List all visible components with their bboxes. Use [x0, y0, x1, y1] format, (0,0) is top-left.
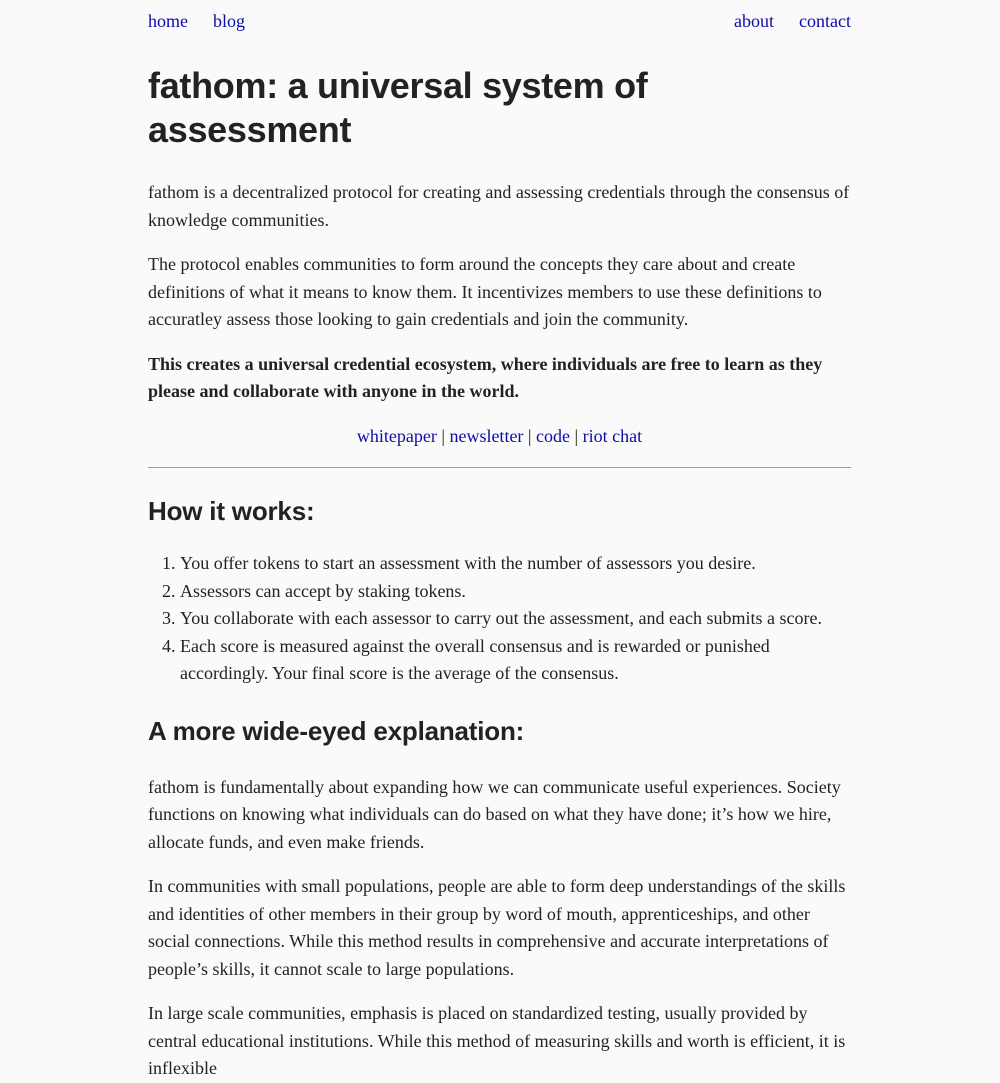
page-content — [148, 0, 851, 1083]
list-item: 3. You collaborate with each assessor to carry out the assessment, and each submits a score. — [180, 605, 851, 633]
nav-contact-link[interactable]: contact — [799, 11, 851, 31]
whitepaper-link[interactable]: whitepaper — [356, 425, 437, 446]
list-item: 1. You offer tokens to start an assessment with the number of assessors you desire. — [180, 550, 851, 578]
link-separator: | — [441, 425, 445, 446]
link-separator: | — [527, 425, 532, 446]
intro-paragraph-1: fathom is a decentralized protocol for creating and assessing credentials through the consensus of knowledge communities. — [148, 182, 850, 230]
list-item: 4. Each score is measured against the overall consensus and is rewarded or punished accordingly. Your final score is the average of the consensus. — [180, 633, 851, 688]
nav-home-link[interactable]: home — [148, 11, 188, 31]
riot-chat-link[interactable]: riot chat — [582, 425, 643, 446]
intro-paragraph-2: The protocol enables communities to form around the concepts they care about and create definitions of what it means to know them. It incentivizes members to use these definitions to accuratley assess those looking to gain credentials and join the community. — [148, 254, 822, 329]
explanation-paragraph-3: In large scale communities, emphasis is placed on standardized testing, usually provided by central educational institutions. While this method of measuring skills and worth is efficient, it is inflexible — [148, 1003, 846, 1078]
top-nav — [148, 0, 851, 44]
link-separator: | — [574, 425, 579, 446]
code-link[interactable]: code — [536, 425, 571, 446]
steps-list — [148, 550, 851, 688]
intro-paragraph-bold: This creates a universal credential ecosystem, where individuals are free to learn as they please and collaborate with anyone in the world. — [148, 353, 823, 401]
how-it-works-heading: How it works: — [148, 496, 315, 526]
explanation-paragraph-2: In communities with small populations, people are able to form deep understandings of the skills and identities of other members in their group by word of mouth, apprenticeships, and other social connections. While this method results in comprehensive and accurate interpretations of people’s skills, it cannot scale to large populations. — [148, 876, 846, 979]
list-item: 2. Assessors can accept by staking tokens. — [180, 578, 851, 606]
nav-blog-link[interactable]: blog — [213, 11, 246, 31]
section-divider — [148, 467, 851, 468]
resource-links — [148, 423, 851, 451]
explanation-paragraph-1: fathom is fundamentally about expanding how we can communicate useful experiences. Society functions on knowing what individuals can do based on what they have done; it’s how we hire, allocate funds, and even make friends. — [148, 776, 841, 852]
newsletter-link[interactable]: newsletter — [449, 425, 524, 446]
page-title: fathom: a universal system of assessment — [148, 65, 648, 150]
nav-about-link[interactable]: about — [734, 11, 774, 31]
explanation-heading: A more wide-eyed explanation: — [148, 715, 525, 746]
